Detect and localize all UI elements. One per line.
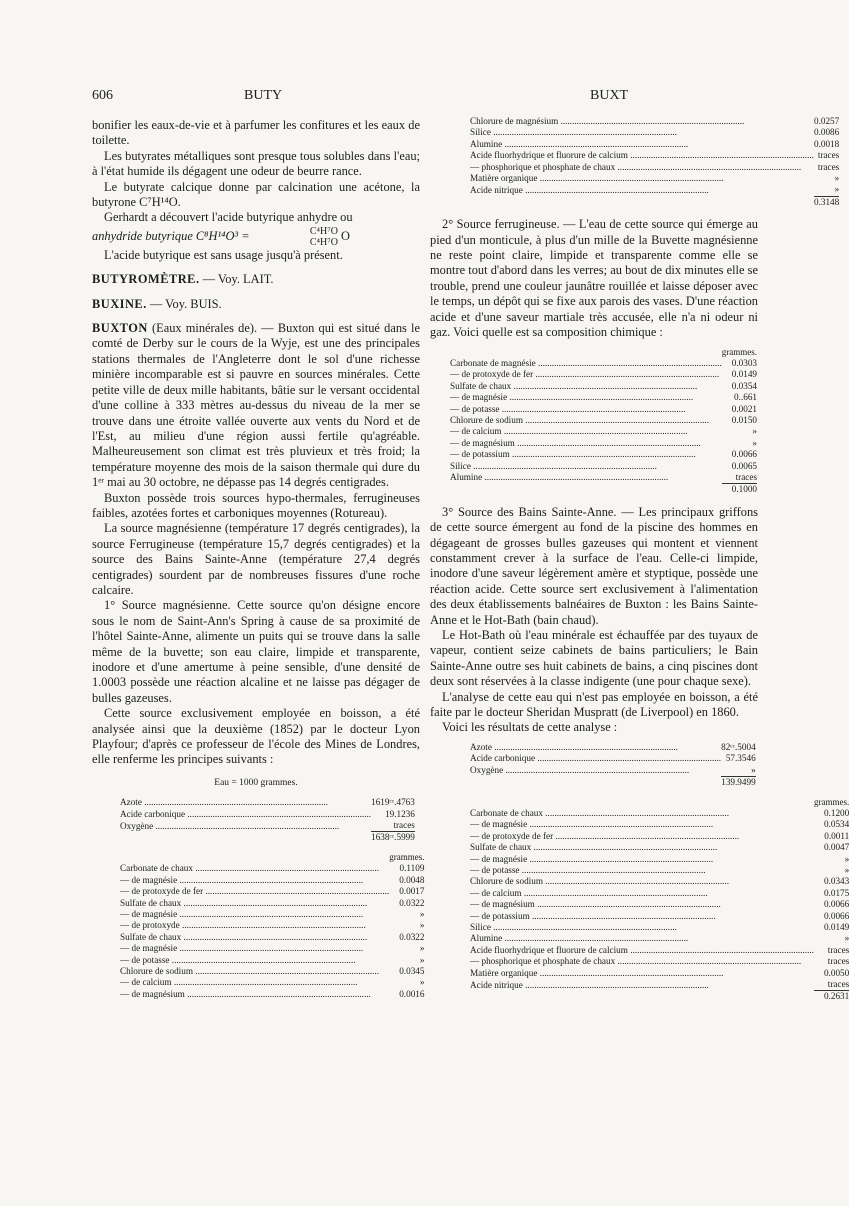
row-value: traces bbox=[393, 820, 415, 831]
row-value: 0.0017 bbox=[399, 886, 425, 897]
entry-text: — Voy. BUIS. bbox=[149, 296, 222, 311]
row-label: — de protoxyde de fer ................................................................................ bbox=[470, 830, 740, 841]
table-row bbox=[450, 426, 757, 437]
row-value: 0.0066 bbox=[823, 899, 849, 910]
table-row bbox=[120, 989, 424, 1000]
row-value: 0.0048 bbox=[399, 874, 425, 885]
row-label: Carbonate de magnésie ................................................................................ bbox=[450, 357, 722, 368]
gas-table bbox=[470, 742, 756, 789]
row-value: 0..661 bbox=[734, 392, 758, 403]
salt-table bbox=[470, 797, 849, 1003]
salt-table bbox=[450, 347, 757, 496]
paragraph: Voici les résultats de cette analyse : bbox=[442, 720, 618, 735]
row-label: Sulfate de chaux ................................................................................ bbox=[450, 380, 698, 391]
row-label: Sulfate de chaux ................................................................................ bbox=[120, 897, 368, 908]
table-row bbox=[470, 753, 756, 764]
row-value: 19.1236 bbox=[385, 808, 415, 819]
row-value: » bbox=[419, 977, 425, 988]
salt-table bbox=[470, 116, 839, 208]
entry-text: (Eaux minérales de). — Buxton qui est situé dans le comté de Derby sur le cours de la Wyje, est une des principales stations thermales de l'Angleterre dont le sol d'une richesse minière incomparable est si pauvre en sources minérales. Cette petite ville de deux mille habitants, bâtie sur le versant occidental d'une colline à 333 mètres au-dessus du niveau de la mer se trouve dans une étroite vallée ouverte aux vents du Nord et de l'Est, au milieu d'une région aussi fertile qu'agréable. Malheureusement son climat est très pluvieux et très froid; la température moyenne des mois de la saison thermale qui dure du 1ᵉʳ mai au 30 octobre, ne dépasse pas 14 degrés centigrades. bbox=[92, 321, 420, 490]
row-value: 0.0354 bbox=[731, 380, 758, 391]
table-row bbox=[120, 966, 424, 977]
row-label: — de potasse ................................................................................ bbox=[120, 954, 356, 965]
table-row bbox=[120, 809, 415, 820]
table-row bbox=[120, 898, 424, 909]
row-value: 0.0322 bbox=[399, 897, 425, 908]
entry-term: BUXINE. bbox=[92, 296, 147, 311]
row-label: Oxygène ................................................................................ bbox=[120, 820, 340, 831]
table-total: 139.9499 bbox=[721, 777, 756, 788]
row-value: » bbox=[419, 920, 425, 931]
running-head-left: BUTY bbox=[244, 88, 283, 103]
row-value: 0.0343 bbox=[823, 876, 849, 887]
row-label: Chlorure de sodium ................................................................................ bbox=[470, 876, 730, 887]
table-row bbox=[470, 979, 849, 991]
row-label: — de magnésie ................................................................................ bbox=[120, 908, 364, 919]
page-number: 606 bbox=[92, 88, 113, 103]
row-label: Sulfate de chaux ................................................................................ bbox=[470, 842, 718, 853]
table-caption: Eau = 1000 grammes. bbox=[214, 777, 298, 788]
row-label: — de protoxyde ................................................................................ bbox=[120, 920, 366, 931]
row-label: Chlorure de sodium ................................................................................ bbox=[120, 965, 380, 976]
row-value: » bbox=[419, 954, 425, 965]
table-row bbox=[470, 127, 839, 138]
entry-text: — Voy. LAIT. bbox=[202, 272, 274, 287]
paragraph: Gerhardt a découvert l'acide butyrique anhydre ou bbox=[104, 210, 353, 225]
table-row bbox=[120, 863, 424, 874]
table-row bbox=[470, 808, 849, 819]
row-label: Carbonate de chaux ................................................................................ bbox=[120, 863, 380, 874]
table-row bbox=[450, 415, 757, 426]
table-row bbox=[470, 922, 849, 933]
row-label: Oxygène ................................................................................ bbox=[470, 765, 690, 776]
table-row bbox=[470, 865, 849, 876]
row-value: 0.0016 bbox=[399, 988, 425, 999]
row-label: — de magnésium ................................................................................ bbox=[450, 437, 701, 448]
table-unit: grammes. bbox=[813, 796, 849, 807]
row-value: 0.0345 bbox=[399, 965, 425, 976]
paragraph: La source magnésienne (température 17 degrés centigrades), la source Ferrugineuse (température 15,7 degrés centigrades) et la source des Bains Sainte-Anne (température 27,4 degrés centigrades) sourdent par de nombreuses fissures d'une roche calcaire. bbox=[92, 521, 420, 597]
row-value: traces bbox=[827, 956, 849, 967]
table-row bbox=[470, 819, 849, 830]
table-row bbox=[470, 888, 849, 899]
row-label: Azote ................................................................................ bbox=[120, 797, 328, 808]
formula-label: anhydride butyrique C⁸H¹⁴O³ = bbox=[92, 229, 250, 244]
row-label: Acide carbonique ................................................................................ bbox=[470, 753, 722, 764]
table-row bbox=[470, 899, 849, 910]
row-label: — de magnésie ................................................................................ bbox=[470, 819, 714, 830]
table-row bbox=[120, 909, 424, 920]
formula-tail: O bbox=[341, 228, 350, 243]
table-row bbox=[470, 150, 839, 161]
row-value: » bbox=[419, 943, 425, 954]
row-value: 0.1109 bbox=[399, 863, 425, 874]
table-row bbox=[120, 820, 415, 832]
table-row bbox=[470, 116, 839, 127]
row-label: — de magnésium ................................................................................ bbox=[120, 988, 371, 999]
row-label: — de protoxyde de fer ................................................................................ bbox=[450, 369, 720, 380]
table-row bbox=[450, 358, 757, 369]
table-row bbox=[470, 876, 849, 887]
row-value: » bbox=[752, 426, 758, 437]
row-label: Silice ................................................................................ bbox=[450, 460, 657, 471]
row-label: Matière organique ................................................................................ bbox=[470, 173, 724, 184]
salt-table bbox=[120, 852, 424, 1000]
row-value: 0.0175 bbox=[823, 887, 849, 898]
row-value: 0.0257 bbox=[813, 116, 840, 126]
row-value: » bbox=[752, 437, 758, 448]
table-row bbox=[120, 920, 424, 931]
paragraph: L'analyse de cette eau qui n'est pas employée en boisson, a été faite par le docteur Sheridan Muspratt (de Liverpool) en 1860. bbox=[430, 689, 758, 720]
table-row bbox=[470, 162, 839, 173]
salt-table-source-1 bbox=[92, 844, 425, 1000]
paragraph: Le Hot-Bath où l'eau minérale est échauffée par des tuyaux de vapeur, contient seize cabinets de bains particuliers; le Bain Sainte-Anne outre ses huit cabinets de bains, a cinq piscines dont deux sont réservées à la classe indigente (une pour chaque sexe). bbox=[430, 628, 758, 689]
row-label: Acide carbonique ................................................................................ bbox=[120, 808, 372, 819]
row-value: 0.0534 bbox=[823, 819, 849, 830]
row-label: Alumine ................................................................................ bbox=[470, 138, 689, 149]
row-label: — de protoxyde de fer ................................................................................ bbox=[120, 886, 390, 897]
entry-term: BUXTON bbox=[92, 321, 148, 336]
entry-buxton bbox=[92, 321, 420, 490]
gas-table-source-3 bbox=[430, 736, 758, 789]
table-row bbox=[450, 472, 757, 484]
row-label: — phosphorique et phosphate de chaux ................................................................................ bbox=[470, 956, 802, 967]
left-column bbox=[92, 118, 425, 1000]
table-row bbox=[120, 932, 424, 943]
table-row bbox=[450, 381, 757, 392]
row-value: 0.0011 bbox=[824, 830, 849, 841]
row-value: 0.0050 bbox=[823, 967, 849, 978]
row-label: Acide nitrique ................................................................................ bbox=[470, 184, 709, 195]
row-label: Chlorure de sodium ................................................................................ bbox=[450, 414, 710, 425]
row-value: 0.0149 bbox=[731, 369, 758, 380]
row-label: — de potasse ................................................................................ bbox=[450, 403, 686, 414]
row-value: 0.0066 bbox=[731, 449, 758, 460]
gas-table-source-1 bbox=[92, 791, 420, 844]
paragraph: 1° Source magnésienne. Cette source qu'on désigne encore sous le nom de Saint-Ann's Spring à cause de sa proximité de l'hôtel Sainte-Anne, alimente un puits qui se trouve dans la salle même de la buvette; son eau claire, limpide et transparente, inodore et d'une amertume à peine sensible, d'une densité de 1.0003 possède une réaction alcaline et ne laisse pas dégager de bulles gazeuses. bbox=[92, 598, 420, 705]
entry-term: BUTYROMÈTRE. bbox=[92, 272, 200, 287]
row-value: traces bbox=[827, 944, 849, 955]
row-value: traces bbox=[827, 979, 849, 989]
row-label: — de calcium ................................................................................ bbox=[120, 977, 358, 988]
row-value: » bbox=[844, 864, 849, 875]
row-label: Silice ................................................................................ bbox=[470, 127, 677, 138]
table-row bbox=[470, 968, 849, 979]
row-label: — de potassium ................................................................................ bbox=[470, 910, 716, 921]
table-total: 0.3148 bbox=[813, 196, 840, 207]
table-unit: grammes. bbox=[389, 851, 425, 862]
paragraph: Les butyrates métalliques sont presque tous solubles dans l'eau; à l'état humide ils dégagent une odeur de beurre rance. bbox=[92, 148, 420, 179]
row-label: Acide fluorhydrique et fluorure de calcium ................................................................................ bbox=[470, 944, 814, 955]
row-value: 0.0303 bbox=[731, 357, 758, 368]
paragraph: Buxton possède trois sources hypo-thermales, ferrugineuses faibles, azotées fortes et carboniques moyennes (Rotureau). bbox=[92, 490, 420, 520]
row-label: Acide fluorhydrique et fluorure de calcium ................................................................................ bbox=[470, 150, 814, 161]
table-row bbox=[470, 139, 839, 150]
table-row bbox=[470, 742, 756, 753]
row-label: — de magnésie ................................................................................ bbox=[450, 392, 694, 403]
table-row bbox=[120, 875, 424, 886]
row-value: 0.0066 bbox=[823, 910, 849, 921]
row-value: 1619ᶜᶜ.4763 bbox=[371, 797, 415, 808]
gas-table bbox=[120, 797, 415, 844]
paragraph: L'acide butyrique est sans usage jusqu'à présent. bbox=[104, 247, 343, 262]
row-value: » bbox=[751, 764, 756, 775]
row-label: — de calcium ................................................................................ bbox=[450, 426, 688, 437]
table-row bbox=[470, 933, 849, 944]
entry-buxine bbox=[92, 297, 420, 312]
salt-table-source-2 bbox=[430, 341, 758, 496]
row-label: — de potasse ................................................................................ bbox=[470, 864, 706, 875]
row-label: Matière organique ................................................................................ bbox=[470, 967, 724, 978]
row-label: — phosphorique et phosphate de chaux ................................................................................ bbox=[470, 161, 802, 172]
paragraph: bonifier les eaux-de-vie et à parfumer les confitures et les eaux de toilette. bbox=[92, 118, 420, 148]
row-label: — de magnésie ................................................................................ bbox=[120, 874, 364, 885]
row-label: Alumine ................................................................................ bbox=[470, 933, 689, 944]
row-label: Acide nitrique ................................................................................ bbox=[470, 979, 709, 990]
row-value: 57.3546 bbox=[725, 753, 756, 764]
table-row bbox=[450, 438, 757, 449]
paragraph: Cette source exclusivement employée en boisson, a été analysée ainsi que la deuxième (1852) par le docteur Lyon Playfour; d'après ce professeur de l'école des Mines de Londres, elle renferme les principes suivants : bbox=[92, 706, 420, 767]
salt-table-source-3 bbox=[430, 789, 849, 1003]
formula bbox=[92, 226, 420, 248]
formula-top: C⁴H⁷O bbox=[309, 225, 338, 237]
row-value: 0.1200 bbox=[823, 807, 849, 818]
row-label: Carbonate de chaux ................................................................................ bbox=[470, 807, 730, 818]
table-row bbox=[450, 404, 757, 415]
row-value: 0.0149 bbox=[823, 921, 849, 932]
row-label: — de magnésie ................................................................................ bbox=[120, 943, 364, 954]
row-value: 0.0322 bbox=[399, 931, 425, 942]
table-row bbox=[470, 911, 849, 922]
row-label: Alumine ................................................................................ bbox=[450, 472, 669, 483]
row-value: 0.0086 bbox=[813, 127, 840, 138]
row-label: Sulfate de chaux ................................................................................ bbox=[120, 931, 368, 942]
table-row bbox=[120, 977, 424, 988]
row-label: Silice ................................................................................ bbox=[470, 921, 677, 932]
row-label: — de potassium ................................................................................ bbox=[450, 449, 696, 460]
table-row bbox=[470, 842, 849, 853]
row-value: 0.0065 bbox=[731, 460, 758, 471]
row-value: 0.0047 bbox=[823, 842, 849, 853]
table-row bbox=[120, 797, 415, 808]
running-head-right: BUXT bbox=[590, 88, 629, 103]
row-value: » bbox=[844, 853, 849, 864]
row-value: 0.0150 bbox=[731, 414, 758, 425]
table-row bbox=[470, 854, 849, 865]
row-value: traces bbox=[817, 150, 840, 161]
table-row bbox=[470, 831, 849, 842]
table-row bbox=[470, 956, 849, 967]
table-row bbox=[450, 369, 757, 380]
paragraph: Le butyrate calcique donne par calcination une acétone, la butyrone C⁷H¹⁴O. bbox=[92, 179, 420, 210]
row-value: » bbox=[834, 184, 840, 195]
row-value: » bbox=[419, 908, 425, 919]
row-value: 82ᶜᶜ.5004 bbox=[721, 741, 756, 752]
table-row bbox=[120, 886, 424, 897]
row-label: Chlorure de magnésium ................................................................................ bbox=[470, 116, 745, 126]
formula-bottom: C⁴H⁷O bbox=[309, 236, 338, 248]
table-row bbox=[470, 184, 839, 196]
table-unit: grammes. bbox=[721, 346, 758, 357]
table-total: 1638ᶜᶜ.5999 bbox=[371, 832, 415, 843]
row-value: » bbox=[834, 173, 840, 184]
row-value: 0.0018 bbox=[813, 138, 840, 149]
row-label: — de magnésium ................................................................................ bbox=[470, 899, 721, 910]
row-value: traces bbox=[735, 471, 758, 482]
table-row bbox=[450, 392, 757, 403]
row-value: » bbox=[844, 933, 849, 944]
table-total: 0.2631 bbox=[814, 991, 849, 1003]
table-row bbox=[470, 765, 756, 777]
formula-fraction bbox=[310, 226, 338, 248]
salt-table-source-1-cont bbox=[430, 116, 840, 208]
table-row bbox=[120, 955, 424, 966]
row-label: — de calcium ................................................................................ bbox=[470, 887, 708, 898]
row-label: — de magnésie ................................................................................ bbox=[470, 853, 714, 864]
table-row bbox=[120, 943, 424, 954]
row-value: traces bbox=[817, 161, 840, 172]
entry-butyrometre bbox=[92, 272, 420, 287]
table-total: 0.1000 bbox=[722, 484, 757, 496]
paragraph: 2° Source ferrugineuse. — L'eau de cette source qui émerge au pied d'un monticule, à plus d'un mille de la Buvette magnésienne ne reste point claire, limpide et transparente comme elle se montre tout d'abord dans les verres; au bout de dix minutes elle se trouble, prend une couleur jaunâtre rouillée et laisse déposer avec le temps, un dépôt qui se fixe aux parois des vases. D'une réaction acide et d'une saveur martiale très accusée, elle n'a ni odeur ni gaz. Voici quelle est sa composition chimique : bbox=[430, 217, 758, 340]
table-row bbox=[470, 173, 839, 184]
table-row bbox=[450, 449, 757, 460]
paragraph: 3° Source des Bains Sainte-Anne. — Les principaux griffons de cette source émergent au fond de la piscine des hommes en dégageant de grosses bulles gazeuses qui montent et viennent constamment crever à la surface de l'eau. Celle-ci limpide, inodore d'une saveur légèrement amère et styptique, possède une réaction acide. Cette source sert exclusivement à l'alimentation des deux établissements balnéaires de Buxton : les Bains Sainte-Anne et le Hot-Bath (bain chaud). bbox=[430, 504, 758, 627]
row-label: Azote ................................................................................ bbox=[470, 741, 678, 752]
row-value: 0.0021 bbox=[731, 403, 758, 414]
right-column bbox=[430, 116, 849, 1003]
table-row bbox=[450, 461, 757, 472]
table-row bbox=[470, 945, 849, 956]
